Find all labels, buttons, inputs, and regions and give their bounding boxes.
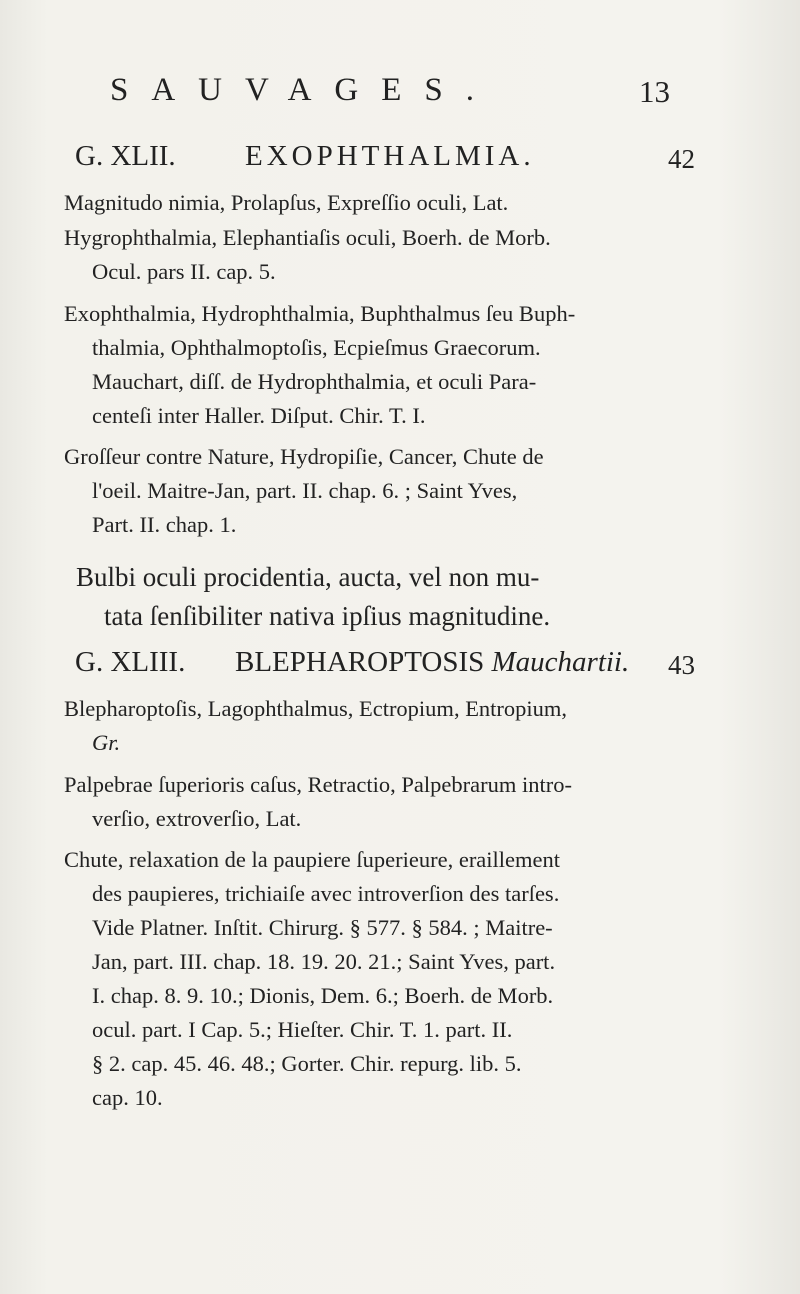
text-line: Chute, relaxation de la paupiere ſuperieure, eraillement bbox=[64, 847, 561, 872]
synonym-paragraph bbox=[64, 768, 674, 836]
genus-name: EXOPHTHALMIA. bbox=[245, 140, 535, 172]
text-line: l'oeil. Maitre-Jan, part. II. chap. 6. ; Saint Yves, bbox=[92, 478, 518, 503]
text-line: Hygrophthalmia, Elephantiaſis oculi, Boerh. de Morb. bbox=[64, 225, 551, 250]
text-line: centeſi inter Haller. Diſput. Chir. T. I. bbox=[92, 403, 426, 428]
margin-number: 42 bbox=[668, 144, 695, 174]
text-line: Ocul. pars II. cap. 5. bbox=[92, 259, 276, 284]
text-line: Jan, part. III. chap. 18. 19. 20. 21.; Saint Yves, part. bbox=[92, 949, 556, 974]
page-number: 13 bbox=[639, 74, 670, 109]
running-title: SAUVAGES. bbox=[110, 72, 498, 108]
text-line: Groſſeur contre Nature, Hydropiſie, Cancer, Chute de bbox=[64, 444, 544, 469]
genus-author: Mauchartii. bbox=[491, 646, 630, 678]
genus-heading-exophthalmia bbox=[75, 140, 695, 180]
synonym-paragraph bbox=[64, 221, 674, 289]
synonym-paragraph bbox=[64, 843, 674, 1115]
text-line: I. chap. 8. 9. 10.; Dionis, Dem. 6.; Boerh. de Morb. bbox=[92, 983, 554, 1008]
text-line: Vide Platner. Inſtit. Chirurg. § 577. § 584. ; Maitre- bbox=[92, 915, 553, 940]
text-line: Mauchart, diſſ. de Hydrophthalmia, et oculi Para- bbox=[92, 369, 537, 394]
text-line: des paupieres, trichiaiſe avec introverſion des tarſes. bbox=[92, 881, 560, 906]
text-line: Palpebrae ſuperioris caſus, Retractio, Palpebrarum intro- bbox=[64, 772, 572, 797]
synonym-paragraph bbox=[64, 692, 674, 760]
text-line: Magnitudo nimia, Prolapſus, Expreſſio oculi, Lat. bbox=[64, 190, 509, 215]
definition-paragraph bbox=[76, 558, 686, 636]
margin-number: 43 bbox=[668, 650, 695, 680]
text-line: Gr. bbox=[92, 730, 121, 755]
text-line: cap. 10. bbox=[92, 1085, 163, 1110]
genus-number: G. XLIII. bbox=[75, 646, 186, 678]
synonym-paragraph bbox=[64, 186, 674, 220]
genus-name-text: BLEPHAROPTOSIS bbox=[235, 646, 485, 678]
synonym-paragraph bbox=[64, 297, 674, 433]
text-line: thalmia, Ophthalmoptoſis, Ecpieſmus Graecorum. bbox=[92, 335, 541, 360]
text-line: Bulbi oculi procidentia, aucta, vel non mu- bbox=[76, 562, 540, 592]
text-line: Exophthalmia, Hydrophthalmia, Buphthalmus ſeu Buph- bbox=[64, 301, 576, 326]
text-line: verſio, extroverſio, Lat. bbox=[92, 806, 302, 831]
synonym-paragraph bbox=[64, 440, 674, 542]
text-line: ocul. part. I Cap. 5.; Hieſter. Chir. T. 1. part. II. bbox=[92, 1017, 513, 1042]
text-line: Blepharoptoſis, Lagophthalmus, Ectropium, Entropium, bbox=[64, 696, 568, 721]
text-line: § 2. cap. 45. 46. 48.; Gorter. Chir. repurg. lib. 5. bbox=[92, 1051, 522, 1076]
text-line: Part. II. chap. 1. bbox=[92, 512, 237, 537]
genus-number: G. XLII. bbox=[75, 140, 176, 172]
genus-name bbox=[235, 646, 629, 679]
genus-heading-blepharoptosis bbox=[75, 646, 695, 686]
text-line: tata ſenſibiliter nativa ipſius magnitudine. bbox=[104, 601, 551, 631]
